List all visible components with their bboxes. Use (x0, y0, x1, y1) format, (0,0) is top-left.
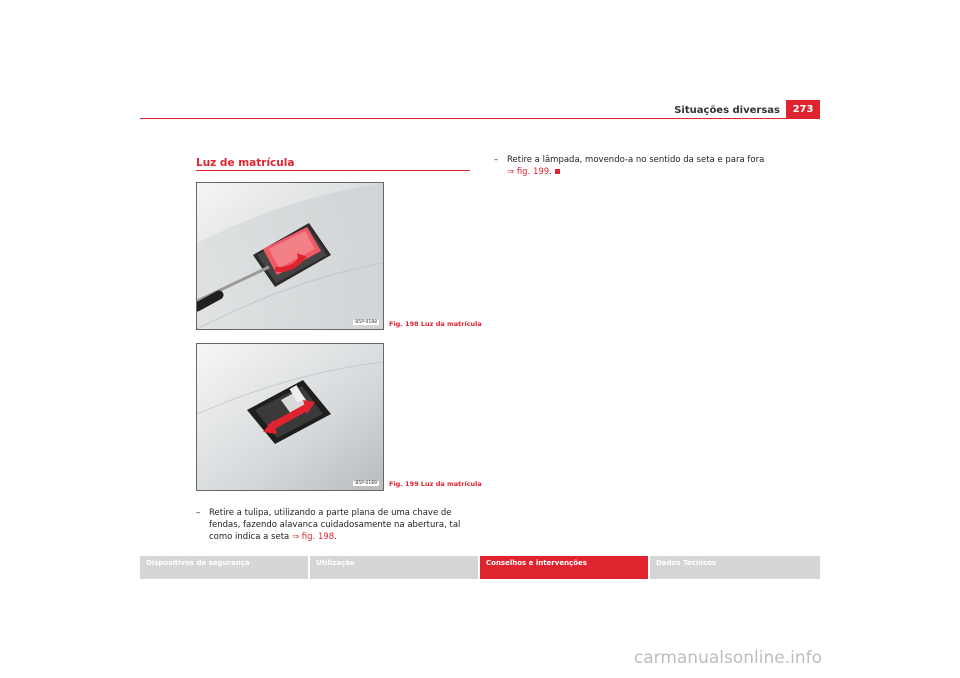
page-number: 273 (786, 100, 820, 118)
header-divider (140, 118, 820, 119)
step-text: Retire a tulipa, utilizando a parte plana de uma chave de fendas, fazendo alavanca cuidadosamente na abertura, tal como indica a seta (209, 508, 461, 542)
step-suffix: . (549, 167, 552, 177)
step-body (196, 507, 476, 543)
instruction-step (494, 154, 774, 178)
figure-198-image (196, 182, 384, 330)
footer-tab-advice[interactable]: Conselhos e intervenções (480, 556, 648, 579)
list-dash: – (494, 155, 499, 165)
step-suffix: . (334, 532, 337, 542)
figure-code: B5P-0189 (355, 481, 377, 486)
license-bulb-removal-illustration (197, 344, 383, 490)
figure-199-image (196, 343, 384, 491)
figure-link[interactable]: ⇒ fig. 199 (507, 167, 550, 177)
figure-198-caption: Fig. 198 Luz da matrícula (389, 320, 482, 328)
list-dash: – (196, 508, 201, 518)
footer-tab-safety[interactable]: Dispositivos de segurança (140, 556, 308, 579)
section-divider (196, 170, 470, 171)
step-body (494, 154, 774, 178)
figure-code: B5P-0188 (355, 320, 377, 325)
watermark: carmanualsonline.info (633, 648, 822, 668)
section-title: Luz de matrícula (196, 157, 295, 169)
footer-tab-usage[interactable]: Utilização (310, 556, 478, 579)
footer-tab-technical-data[interactable]: Dados Técnicos (650, 556, 820, 579)
instruction-step (196, 507, 476, 543)
step-text: Retire a lâmpada, movendo-a no sentido da seta e para fora (507, 155, 765, 165)
figure-199-caption: Fig. 199 Luz da matrícula (389, 480, 482, 488)
license-light-removal-illustration (197, 183, 383, 329)
figure-link[interactable]: ⇒ fig. 198 (291, 532, 335, 542)
end-of-section-marker (555, 169, 560, 174)
running-header-title: Situações diversas (674, 105, 780, 116)
